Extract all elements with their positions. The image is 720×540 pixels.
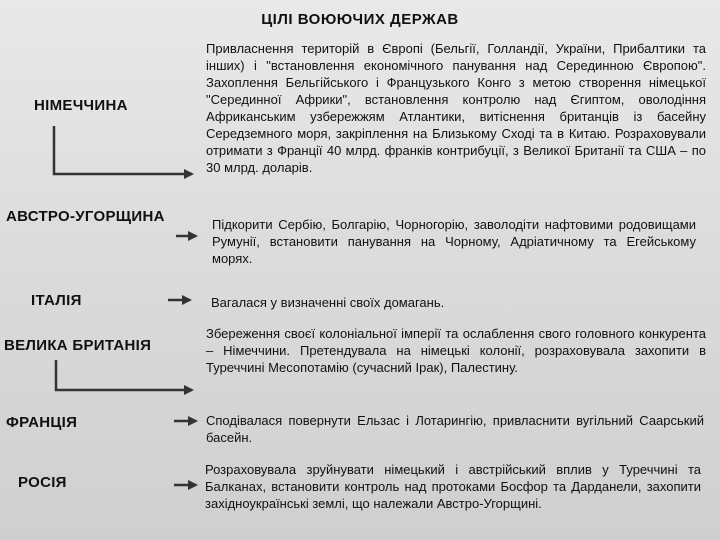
description-russia: Розраховувала зруйнувати німецький і австрійський вплив у Туреччині та Балканах, встановити контроль над протоками Босфор та Дарданели, захопити західноукраїнські землі, що належали Австро-Угорщині. (205, 462, 701, 511)
country-germany: НІМЕЧЧИНА (34, 97, 128, 114)
arrow-great-britain-icon (56, 360, 192, 390)
description-italy: Вагалася у визначенні своїх домагань. (211, 295, 445, 310)
description-austria-hungary: Підкорити Сербію, Болгарію, Чорногорію, заволодіти нафтовими родовищами Румунії, встановити панування на Чорному, Адріатичному та Егейському морях. (212, 217, 696, 266)
country-austria-hungary: АВСТРО-УГОРЩИНА (6, 208, 165, 225)
country-great-britain: ВЕЛИКА БРИТАНІЯ (4, 337, 152, 354)
country-italy: ІТАЛІЯ (31, 292, 82, 309)
description-germany: Привласнення територій в Європі (Бельгії, Голландії, України, Прибалтики та інших) і "встановлення економічного панування над Серединною Європою". Захоплення Бельгійського і Французького Конго з метою створення німецької "Серединної Африки", встановлення контролю над Єгиптом, оволодіння Африканським узбережжям Атлантики, витіснення британців із басейну Середземного моря, закріплення на Близькому Сході та в Китаю. Розраховували отримати з Франції 40 млрд. франків контрибуції, з Великої Британії та США – по 30 млрд. доларів. (206, 41, 706, 175)
country-russia: РОСІЯ (18, 474, 67, 491)
country-france: ФРАНЦІЯ (6, 414, 78, 431)
page-title: ЦІЛІ ВОЮЮЧИХ ДЕРЖАВ (261, 11, 459, 28)
description-great-britain: Збереження своєї колоніальної імперії та ослаблення свого головного конкурента – Німеччини. Претендувала на німецькі колонії, розраховувала захопити в Туреччині Месопотамію (сучасний Ірак), Палестину. (206, 326, 706, 375)
description-france: Сподівалася повернути Ельзас і Лотарингію, привласнити вугільний Саарський басейн. (206, 413, 704, 445)
arrow-germany-icon (54, 126, 192, 174)
